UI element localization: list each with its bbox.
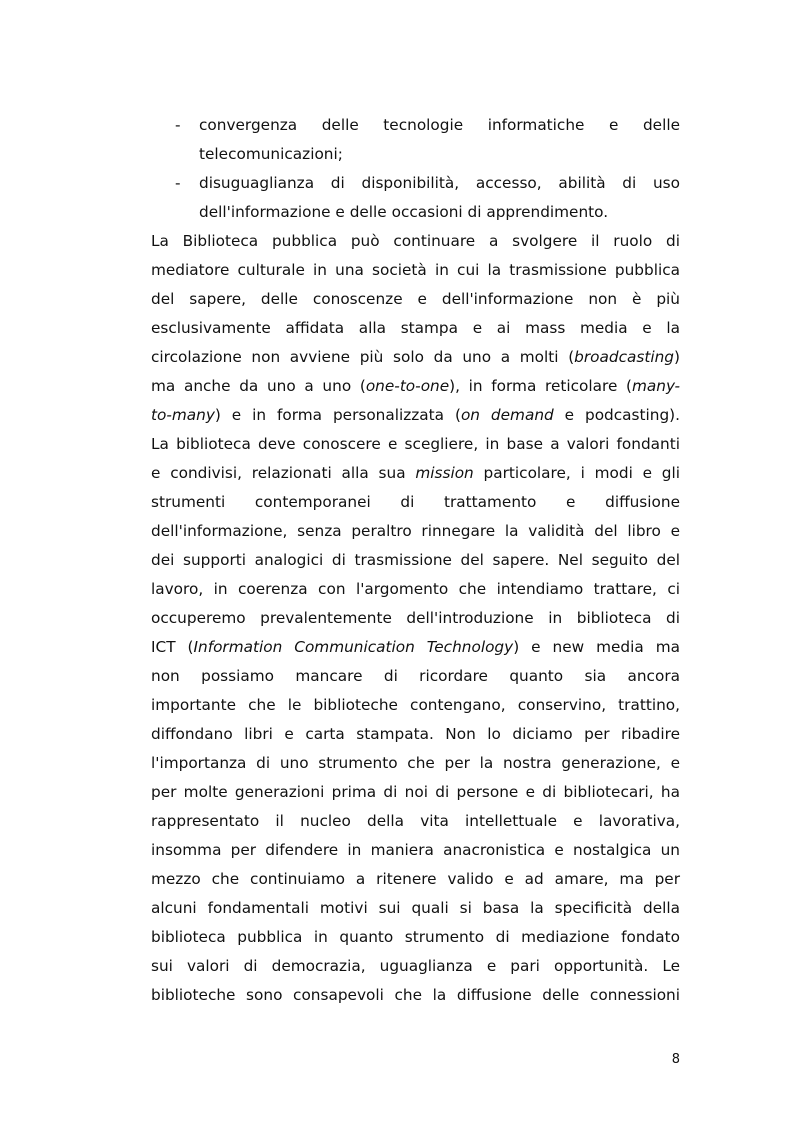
page-number: 8 — [671, 1052, 680, 1067]
bullet-line: convergenza delle tecnologie informatiche e delle — [199, 116, 680, 134]
paragraph-line: rappresentato il nucleo della vita intellettuale e lavorativa, — [151, 812, 680, 830]
paragraph-line: dei supporti analogici di trasmissione del sapere. Nel seguito del — [151, 551, 680, 569]
bullet-dash: - — [175, 174, 181, 192]
paragraph-line: biblioteche sono consapevoli che la diffusione delle connessioni — [151, 986, 680, 1004]
paragraph-line: ICT (Information Communication Technology) e new media ma — [151, 638, 680, 656]
bullet-line: telecomunicazioni; — [199, 145, 343, 163]
bullet-item — [175, 111, 680, 169]
paragraph-line: per molte generazioni prima di noi di persone e di bibliotecari, ha — [151, 783, 680, 801]
paragraph-line: lavoro, in coerenza con l'argomento che intendiamo trattare, ci — [151, 580, 680, 598]
paragraph-line: l'importanza di uno strumento che per la nostra generazione, e — [151, 754, 680, 772]
paragraph-line: sui valori di democrazia, uguaglianza e pari opportunità. Le — [151, 957, 680, 975]
paragraph-line: La Biblioteca pubblica può continuare a svolgere il ruolo di — [151, 232, 680, 250]
bullet-line: dell'informazione e delle occasioni di apprendimento. — [199, 203, 609, 221]
italic-term: broadcasting — [574, 348, 675, 366]
paragraph-line: diffondano libri e carta stampata. Non lo diciamo per ribadire — [151, 725, 680, 743]
paragraph-line: dell'informazione, senza peraltro rinnegare la validità del libro e — [151, 522, 680, 540]
paragraph-line: circolazione non avviene più solo da uno a molti (broadcasting) — [151, 348, 680, 366]
italic-term: mission — [415, 464, 474, 482]
bullet-dash: - — [175, 116, 181, 134]
paragraph-line: occuperemo prevalentemente dell'introduzione in biblioteca di — [151, 609, 680, 627]
paragraph-line: La biblioteca deve conoscere e scegliere, in base a valori fondanti — [151, 435, 680, 453]
paragraph-line: alcuni fondamentali motivi sui quali si basa la specificità della — [151, 899, 680, 917]
paragraph-line: non possiamo mancare di ricordare quanto sia ancora — [151, 667, 680, 685]
paragraph-line: ma anche da uno a uno (one-to-one), in forma reticolare (many- — [151, 377, 680, 395]
bullet-item — [175, 169, 680, 227]
italic-term: Information Communication Technology — [193, 638, 514, 656]
italic-term: to-many — [151, 406, 215, 424]
paragraph-line: insomma per difendere in maniera anacronistica e nostalgica un — [151, 841, 680, 859]
paragraph-line: mediatore culturale in una società in cui la trasmissione pubblica — [151, 261, 680, 279]
bullet-line: disuguaglianza di disponibilità, accesso, abilità di uso — [199, 174, 680, 192]
paragraph-line: esclusivamente affidata alla stampa e ai mass media e la — [151, 319, 680, 337]
paragraph-line: e condivisi, relazionati alla sua mission particolare, i modi e gli — [151, 464, 680, 482]
paragraph-line: biblioteca pubblica in quanto strumento di mediazione fondato — [151, 928, 680, 946]
paragraph-line: del sapere, delle conoscenze e dell'informazione non è più — [151, 290, 680, 308]
paragraph-line: to-many) e in forma personalizzata (on demand e podcasting). — [151, 406, 680, 424]
paragraph-line: strumenti contemporanei di trattamento e diffusione — [151, 493, 680, 511]
paragraph-line: mezzo che continuiamo a ritenere valido e ad amare, ma per — [151, 870, 680, 888]
italic-term: one-to-one — [365, 377, 450, 395]
italic-term: on demand — [460, 406, 554, 424]
italic-term: many- — [632, 377, 680, 395]
paragraph-line: importante che le biblioteche contengano, conservino, trattino, — [151, 696, 680, 714]
